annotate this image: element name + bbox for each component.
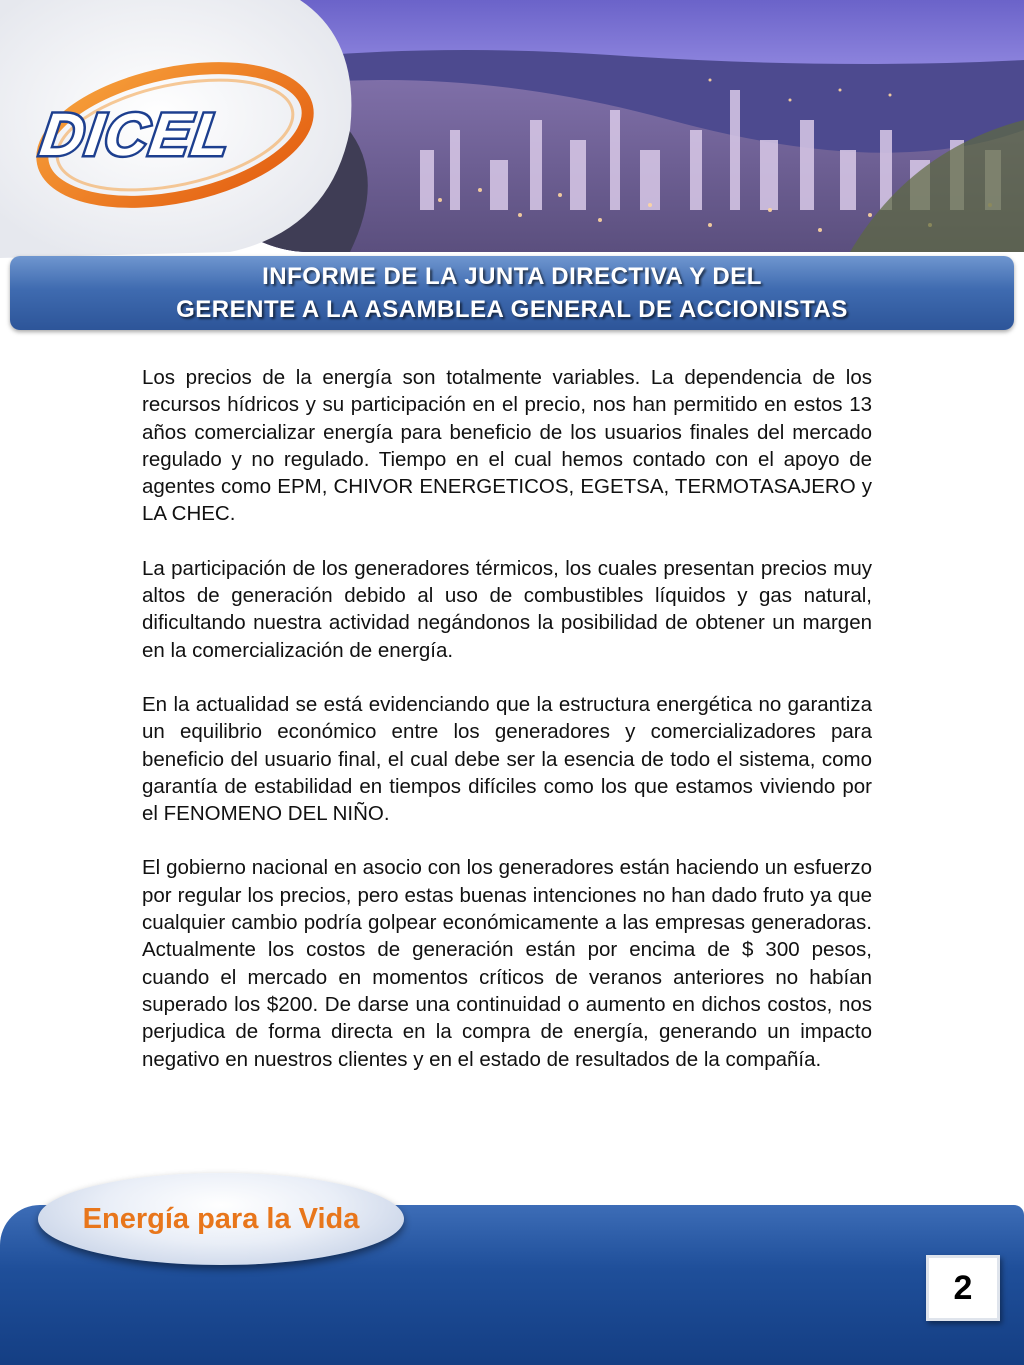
slogan-text: Energía para la Vida [82, 1202, 360, 1235]
footer [0, 1202, 1024, 1365]
dicel-logo [0, 0, 360, 260]
report-body [142, 364, 872, 1100]
logo-wordmark: DICEL [36, 100, 236, 168]
paragraph-energy-structure: En la actualidad se está evidenciando que la estructura energética no garantiza un equilibrio económico entre los generadores y comercializadores para beneficio del usuario final, el cual debe ser la esencia de todo el sistema, como garantía de estabilidad en tiempos difíciles como los que estamos viviendo por el FENOMENO DEL NIÑO. [142, 692, 872, 826]
title-banner [10, 256, 1014, 330]
banner-title-line-2: GERENTE A LA ASAMBLEA GENERAL DE ACCIONISTAS [176, 296, 848, 323]
paragraph-prices: Los precios de la energía son totalmente variables. La dependencia de los recursos hídricos y su participación en el precio, nos han permitido en estos 13 años comercializar energía para beneficio de los usuarios finales del mercado regulado y no regulado. Tiempo en el cual hemos contado con el apoyo de agentes como EPM, CHIVOR ENERGETICOS, EGETSA, TERMOTASAJERO y LA CHEC. [142, 366, 872, 526]
page-number: 2 [926, 1255, 1000, 1321]
banner-title-line-1: INFORME DE LA JUNTA DIRECTIVA Y DEL [262, 263, 762, 290]
slogan-badge [38, 1173, 404, 1265]
paragraph-thermal-generators: La participación de los generadores térmicos, los cuales presentan precios muy altos de generación debido al uso de combustibles líquidos y gas natural, dificultando nuestra actividad negándonos la posibilidad de obtener un margen en la comercialización de energía. [142, 556, 872, 662]
paragraph-government-regulation: El gobierno nacional en asocio con los generadores están haciendo un esfuerzo por regular los precios, pero estas buenas intenciones no han dado fruto ya que cualquier cambio podría golpear económicamente a las empresas generadoras. Actualmente los costos de generación están por encima de $ 300 pesos, cuando el mercado en momentos críticos de veranos anteriores no habían superado los $200. De darse una continuidad o aumento en dichos costos, nos perjudica de forma directa en la compra de energía, generando un impacto negativo en nuestros clientes y en el estado de resultados de la compañía. [142, 856, 872, 1071]
